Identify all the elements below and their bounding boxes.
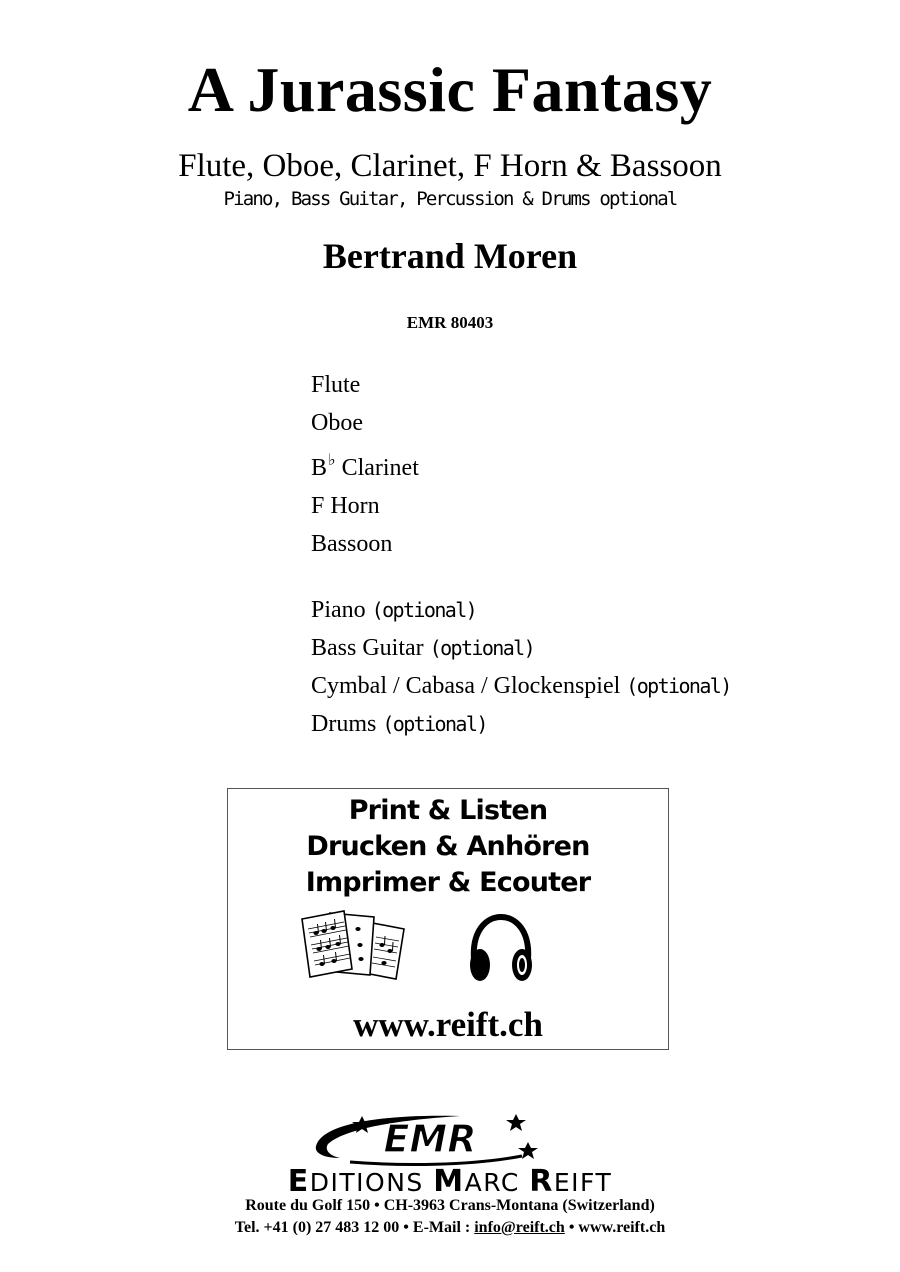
instrument-list bbox=[311, 366, 419, 563]
instrument-name: Drums bbox=[311, 711, 377, 737]
instrument-item: Oboe bbox=[311, 410, 363, 436]
phone: Tel. +41 (0) 27 483 12 00 • E-Mail : bbox=[234, 1219, 475, 1236]
publisher-contact bbox=[0, 1218, 900, 1238]
pub-initial: R bbox=[529, 1164, 554, 1199]
publisher-name bbox=[0, 1164, 900, 1199]
instrument-item: Bassoon bbox=[311, 531, 393, 557]
email-link[interactable]: info@reift.ch bbox=[474, 1219, 565, 1236]
instrument-name: Clarinet bbox=[341, 455, 419, 481]
instrument-name: Bass Guitar bbox=[311, 635, 424, 661]
instrument-prefix: B bbox=[311, 455, 328, 481]
catalog-number: EMR 80403 bbox=[406, 313, 494, 332]
optional-note: (optional) bbox=[382, 712, 487, 736]
pub-word: EIFT bbox=[553, 1168, 613, 1197]
instrument-name: Piano bbox=[311, 597, 366, 623]
promo-line-fr: Imprimer & Ecouter bbox=[305, 867, 591, 898]
optional-instrument-item bbox=[311, 667, 731, 705]
optional-note: (optional) bbox=[371, 598, 477, 622]
flat-sign: ♭ bbox=[328, 452, 336, 469]
emr-logo bbox=[310, 1112, 550, 1168]
instrument-item: Flute bbox=[311, 372, 361, 398]
subtitle-optional: Piano, Bass Guitar, Percussion & Drums optional bbox=[223, 188, 677, 210]
web-address: • www.reift.ch bbox=[564, 1219, 666, 1236]
instrument-item: F Horn bbox=[311, 493, 380, 519]
optional-note: (optional) bbox=[626, 674, 731, 698]
website-link[interactable]: www.reift.ch bbox=[353, 1005, 543, 1044]
title: A Jurassic Fantasy bbox=[187, 54, 713, 125]
composer: Bertrand Moren bbox=[322, 236, 578, 276]
optional-instrument-item bbox=[311, 629, 731, 667]
optional-note: (optional) bbox=[429, 636, 535, 660]
logo-text: EMR bbox=[383, 1117, 477, 1161]
optional-instrument-item bbox=[311, 705, 731, 743]
pub-initial: E bbox=[287, 1164, 310, 1199]
pub-initial: M bbox=[433, 1164, 465, 1199]
headphones-icon bbox=[466, 913, 536, 985]
promo-line-en: Print & Listen bbox=[348, 795, 548, 826]
pub-word: ARC bbox=[464, 1168, 520, 1197]
instrument-item bbox=[311, 442, 419, 487]
pub-word: DITIONS bbox=[309, 1168, 424, 1197]
publisher-address: Route du Golf 150 • CH-3963 Crans-Montana (Switzerland) bbox=[245, 1197, 655, 1214]
promo-line-de: Drucken & Anhören bbox=[306, 831, 590, 862]
instrument-name: Cymbal / Cabasa / Glockenspiel bbox=[311, 673, 621, 699]
sheet-music-icon bbox=[300, 909, 412, 985]
optional-instrument-list bbox=[311, 591, 731, 743]
subtitle: Flute, Oboe, Clarinet, F Horn & Bassoon bbox=[178, 148, 722, 184]
print-listen-box bbox=[227, 788, 669, 1050]
optional-instrument-item bbox=[311, 591, 731, 629]
